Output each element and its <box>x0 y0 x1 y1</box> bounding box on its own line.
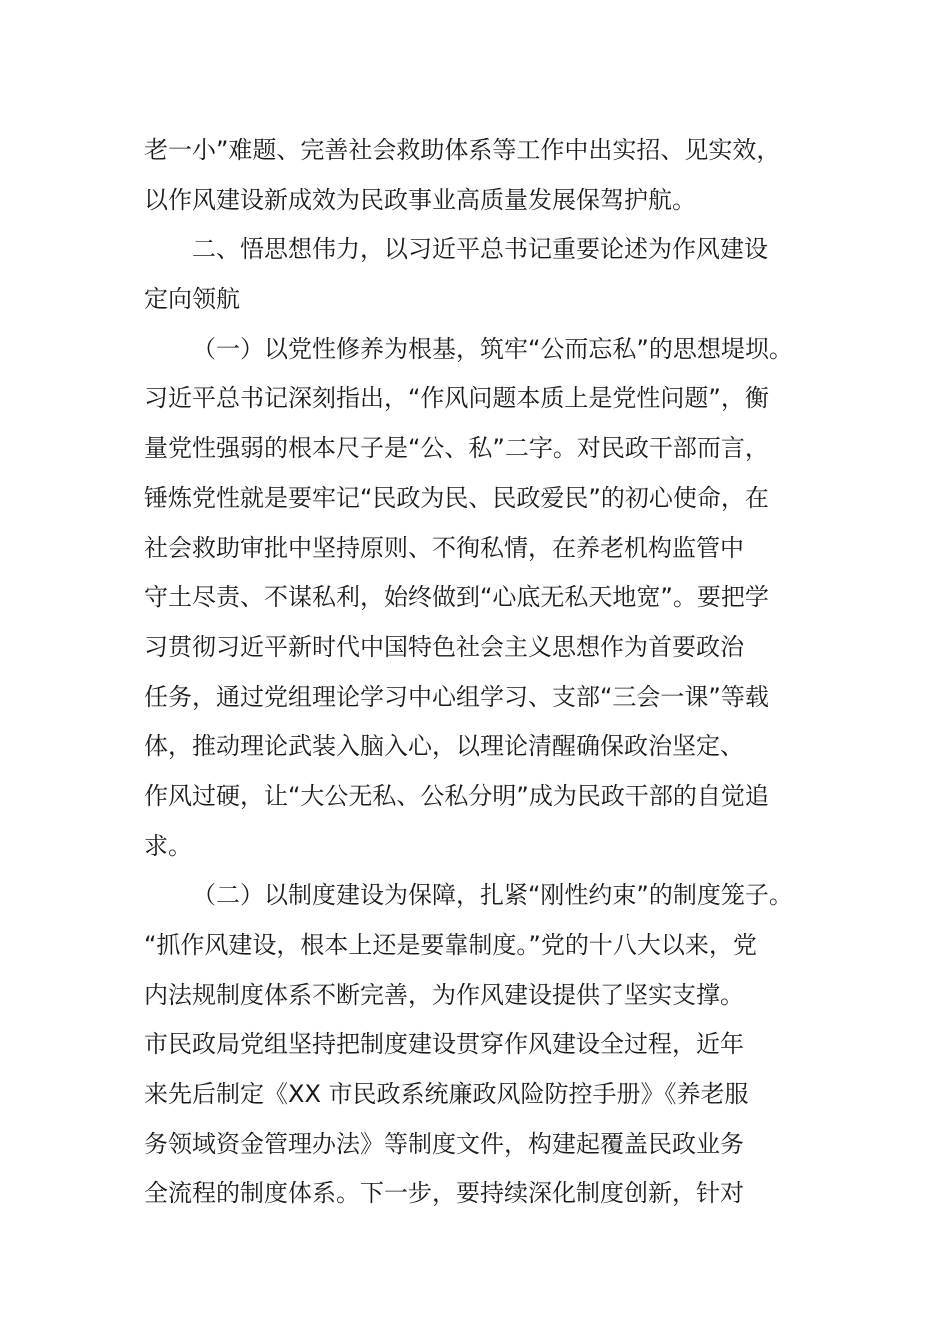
text-line: 来先后制定《XX 市民政系统廉政风险防控手册》《养老服 <box>144 1080 749 1109</box>
text-line: 老一小”难题、完善社会救助体系等工作中出实招、见实效， <box>144 136 781 164</box>
text-line: 量党性强弱的根本尺子是“公、私”二字。对民政干部而言， <box>144 434 769 463</box>
text-line: 任务，通过党组理论学习中心组学习、支部“三会一课”等载 <box>144 682 769 711</box>
subsection-heading: （二）以制度建设为保障，扎紧“刚性约束”的制度笼子。 <box>192 881 793 910</box>
text-line: 务领域资金管理办法》等制度文件，构建起覆盖民政业务 <box>144 1129 744 1158</box>
document-body <box>144 126 814 1219</box>
text-line: 锤炼党性就是要牢记“民政为民、民政爱民”的初心使命，在 <box>144 483 769 512</box>
text-line: 以作风建设新成效为民政事业高质量发展保驾护航。 <box>144 185 696 214</box>
section-heading-continued: 定向领航 <box>144 285 240 314</box>
text-line: 内法规制度体系不断完善，为作风建设提供了坚实支撑。 <box>144 980 744 1009</box>
section-heading: 二、悟思想伟力，以习近平总书记重要论述为作风建设 <box>192 235 768 264</box>
text-line: 社会救助审批中坚持原则、不徇私情，在养老机构监管中 <box>144 533 744 562</box>
text-line: 体，推动理论武装入脑入心，以理论清醒确保政治坚定、 <box>144 732 744 761</box>
text-line: 市民政局党组坚持把制度建设贯穿作风建设全过程，近年 <box>144 1030 744 1059</box>
subsection-heading: （一）以党性修养为根基，筑牢“公而忘私”的思想堤坝。 <box>192 334 793 363</box>
text-line: 习近平总书记深刻指出，“作风问题本质上是党性问题”，衡 <box>144 384 769 413</box>
text-line: 求。 <box>144 831 192 860</box>
text-line: “抓作风建设，根本上还是要靠制度。”党的十八大以来，党 <box>144 931 757 959</box>
text-line: 守土尽责、不谋私利，始终做到“心底无私天地宽”。要把学 <box>144 583 769 612</box>
text-line: 作风过硬，让“大公无私、公私分明”成为民政干部的自觉追 <box>144 781 769 810</box>
text-line: 习贯彻习近平新时代中国特色社会主义思想作为首要政治 <box>144 632 744 661</box>
text-line: 全流程的制度体系。下一步，要持续深化制度创新，针对 <box>144 1179 744 1208</box>
